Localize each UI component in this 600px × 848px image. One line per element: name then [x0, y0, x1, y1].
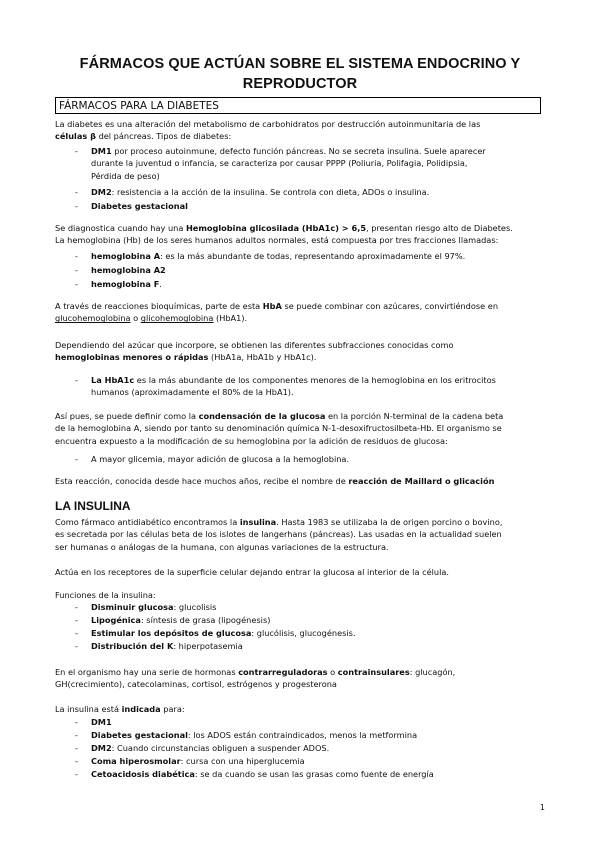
- text-span: : es la más abundante de todas, representando aproximadamente el 97%.: [160, 251, 466, 261]
- text-span: (HbA1).: [213, 313, 248, 324]
- list-text: [91, 729, 545, 741]
- list-text: [91, 374, 545, 399]
- text-line: La diabetes es una alteración del metabolismo de carbohidratos por destrucción autoinmunitaria de las: [55, 119, 481, 129]
- bullet-dash: -: [75, 641, 78, 651]
- text-line: Pérdida de peso): [91, 170, 160, 181]
- text-line: ser humanas o análogas de la humana, con algunas variaciones de la estructura.: [55, 541, 389, 552]
- list-text: [91, 768, 545, 780]
- text-span: Esta reacción, conocida desde hace muchos años, recibe el nombre de: [55, 476, 349, 486]
- list-text: [91, 186, 545, 198]
- underlined-term: glicohemoglobina: [140, 313, 214, 324]
- list-text: [91, 716, 545, 728]
- bold-term: condensación de la glucosa: [198, 411, 326, 421]
- list-text: A mayor glicemia, mayor adición de glucosa a la hemoglobina.: [91, 454, 350, 464]
- text-span: Como fármaco antidiabético encontramos la: [55, 517, 240, 527]
- text-span: del páncreas. Tipos de diabetes:: [95, 131, 232, 142]
- text-span: : síntesis de grasa (lipogénesis): [140, 615, 271, 625]
- bullet-dash: -: [75, 279, 78, 289]
- bold-term: Diabetes gestacional: [91, 730, 188, 740]
- text-span: : resistencia a la acción de la insulina. Se controla con dieta, ADOs o insulina.: [111, 187, 430, 197]
- text-span: (HbA1a, HbA1b y HbA1c).: [208, 352, 317, 363]
- text-span: : cursa con una hiperglucemia: [180, 756, 305, 766]
- bold-term: células β: [55, 131, 96, 142]
- text-span: en la porción N-terminal de la cadena beta: [325, 411, 504, 421]
- bold-term: hemoglobina A2: [91, 265, 166, 275]
- text-line: es secretada por las células beta de los islotes de langerhans (páncreas). Las usadas en la actualidad suelen: [55, 529, 502, 540]
- list-text: [91, 601, 545, 613]
- paragraph-receptores: Actúa en los receptores de la superficie celular dejando entrar la glucosa al interior de la célula.: [55, 567, 449, 577]
- text-line: Dependiendo del azúcar que incorpore, se obtienen las diferentes subfracciones conocidas como: [55, 340, 454, 350]
- text-span: En el organismo hay una serie de hormonas: [55, 667, 239, 677]
- bullet-dash: -: [75, 769, 78, 779]
- text-line: [55, 130, 545, 142]
- list-text: [91, 278, 545, 290]
- underlined-term: glucohemoglobina: [55, 313, 131, 324]
- bold-term: hemoglobinas menores o rápidas: [55, 352, 209, 363]
- text-span: Se diagnostica cuando hay una: [55, 223, 186, 233]
- text-span: : hiperpotasemia: [173, 641, 243, 651]
- bold-term: DM1: [91, 146, 112, 156]
- bold-term: contrarreguladoras: [238, 667, 328, 677]
- bullet-dash: -: [75, 730, 78, 740]
- bold-term: contrainsulares: [337, 667, 410, 677]
- bullet-dash: -: [75, 756, 78, 766]
- bullet-dash: -: [75, 375, 78, 385]
- list-text: [91, 145, 545, 182]
- bullet-dash: -: [75, 201, 78, 211]
- bullet-dash: -: [75, 265, 78, 275]
- bold-term: Lipogénica: [91, 615, 141, 625]
- paragraph-contrarreguladoras: [55, 666, 545, 691]
- text-line: durante la juventud o infancia, se caracteriza por causar PPPP (Poliuria, Polifagia, Polidipsia,: [91, 158, 468, 169]
- bold-term: DM2: [91, 187, 112, 197]
- bold-term: hemoglobina F: [91, 279, 160, 289]
- text-span: : los ADOS están contraindicados, menos la metformina: [187, 730, 418, 740]
- bold-term: Coma hiperosmolar: [91, 756, 181, 766]
- text-line: GH(crecimiento), catecolaminas, cortisol, estrógenos y progesterona: [55, 679, 337, 690]
- text-span: : Cuando circunstancias obliguen a suspender ADOS.: [111, 743, 330, 753]
- bold-term: Disminuir glucosa: [91, 602, 174, 612]
- text-span: o: [130, 313, 141, 324]
- text-span: es la más abundante de los componentes menores de la hemoglobina en los eritrocitos: [134, 375, 496, 385]
- bold-term: La HbA1c: [91, 375, 135, 385]
- bold-term: DM2: [91, 743, 112, 753]
- text-span: La insulina está: [55, 704, 122, 714]
- paragraph-diabetes-intro: [55, 118, 545, 143]
- section-heading-diabetes: FÁRMACOS PARA LA DIABETES: [55, 97, 541, 114]
- bold-term: DM1: [91, 717, 112, 727]
- text-span: para:: [160, 704, 185, 714]
- text-line: La hemoglobina (Hb) de los seres humanos adultos normales, está compuesta por tres fracciones llamadas:: [55, 235, 499, 246]
- text-span: : glucolisis: [173, 602, 217, 612]
- list-text: [91, 755, 545, 767]
- bullet-dash: -: [75, 146, 78, 156]
- text-span: .: [159, 279, 162, 289]
- paragraph-subfracciones: [55, 339, 545, 364]
- text-span: : glucólisis, glucogénesis.: [251, 628, 356, 638]
- page-number: 1: [539, 803, 545, 812]
- bold-term: Diabetes gestacional: [91, 201, 188, 211]
- bullet-dash: -: [75, 187, 78, 197]
- section-heading-insulina: LA INSULINA: [55, 499, 131, 513]
- text-span: se puede combinar con azúcares, convirtiéndose en: [281, 301, 499, 311]
- text-span: o: [327, 667, 338, 677]
- paragraph-maillard: [55, 475, 545, 487]
- bold-term: HbA: [262, 301, 282, 311]
- title-line-2: REPRODUCTOR: [242, 76, 358, 92]
- list-text: [91, 640, 545, 652]
- bold-term: indicada: [121, 704, 161, 714]
- page-title: [55, 54, 545, 94]
- bullet-dash: -: [75, 251, 78, 261]
- bullet-dash: -: [75, 602, 78, 612]
- text-span: Así pues, se puede definir como la: [55, 411, 199, 421]
- paragraph-indicada: [55, 703, 545, 715]
- text-span: : glucagón,: [409, 667, 456, 677]
- text-line: de la hemoglobina A, siendo por tanto su denominación química N-1-desoxifructosilbeta-Hb. El organismo se: [55, 423, 502, 434]
- paragraph-glucohemoglobina: [55, 300, 545, 325]
- title-line-1: FÁRMACOS QUE ACTÚAN SOBRE EL SISTEMA ENDOCRINO Y: [79, 56, 521, 72]
- text-line: humanos (aproximadamente el 80% de la HbA1).: [91, 387, 294, 398]
- bold-term: Distribución del K: [91, 641, 174, 651]
- list-text: [91, 614, 545, 626]
- bold-term: insulina: [239, 517, 277, 527]
- paragraph-funciones: Funciones de la insulina:: [55, 590, 156, 600]
- bold-term: Cetoacidosis diabética: [91, 769, 195, 779]
- paragraph-insulina-intro: [55, 516, 545, 553]
- bold-term: Estimular los depósitos de glucosa: [91, 628, 252, 638]
- bullet-dash: -: [75, 454, 78, 464]
- bold-term: Hemoglobina glicosilada (HbA1c) > 6,5: [185, 223, 367, 233]
- list-text: [91, 250, 545, 262]
- bold-term: hemoglobina A: [91, 251, 161, 261]
- text-span: por proceso autoinmune, defecto función páncreas. No se secreta insulina. Suele aparecer: [111, 146, 486, 156]
- bullet-dash: -: [75, 717, 78, 727]
- bullet-dash: -: [75, 743, 78, 753]
- paragraph-hba1c: [55, 222, 545, 247]
- text-line: encuentra expuesto a la modificación de su hemoglobina por la adición de residuos de glucosa:: [55, 435, 448, 446]
- text-span: . Hasta 1983 se utilizaba la de origen porcino o bovino,: [276, 517, 503, 527]
- text-span: A través de reacciones bioquímicas, parte de esta: [55, 301, 263, 311]
- text-span: , presentan riesgo alto de Diabetes.: [366, 223, 513, 233]
- bullet-dash: -: [75, 615, 78, 625]
- list-text: [91, 264, 545, 276]
- list-text: [91, 200, 545, 212]
- bold-term: reacción de Maillard o glicación: [348, 476, 495, 486]
- list-text: [91, 627, 545, 639]
- text-span: : se da cuando se usan las grasas como fuente de energía: [194, 769, 434, 779]
- list-text: [91, 742, 545, 754]
- bullet-dash: -: [75, 628, 78, 638]
- paragraph-condensacion: [55, 410, 545, 447]
